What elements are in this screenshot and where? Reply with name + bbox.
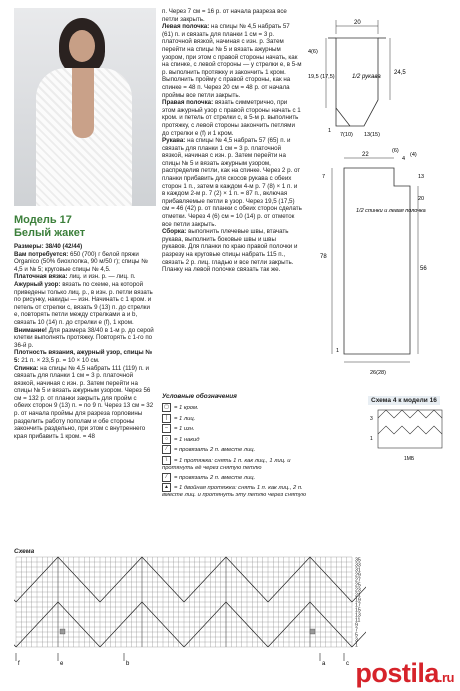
sleeve-left-dim2: 19,5 (17,5) xyxy=(308,74,335,80)
row-label: 25 xyxy=(355,582,361,589)
legend-title: Условные обозначения xyxy=(162,393,237,400)
svg-text:1: 1 xyxy=(370,436,373,442)
body-top-dim3: 4 xyxy=(402,156,406,162)
mark-f: f xyxy=(18,661,20,667)
instructions-col1: Размеры: 38/40 (42/44) Вам потребуется: 650 (700) г белой пряжи Organico (50% биохлопка, 90 м/50 г); спицы № 4,5 и № 5; круговые спицы № 4,5. Платочная вязка: лиц. и изн. р. — лиц. п. Ажурный узор: вязать по схеме, на которой приведены только лиц. р., в изн. р. петли вязать по рисунку, накиды — изн. Начинать с 1 кром. и петель от стрелки с, вязать 9 (13) п. до стрелки e, повторять петли между стрелками a и b, связать 10 (14) п. до стрелки e (f), 1 кром. Внимание! Для размера 38/40 в 1-м р. до серой клетки выполнять протяжку. Повторять с 1-го по 36-й р. Плотность вязания, ажурный узор, спицы № 5: 21 п. × 23,5 р. = 10 × 10 см. Спинка: на спицы № 4,5 набрать 111 (119) п. и связать для планки 1 см = 3 р. платочной вязкой, начиная с изн. р. Затем перейти на спицы № 5 и вязать ажурным узором. Через 56 см = 132 р. от планки закрыть для пройм с обеих сторон 9 (13) п. = по 9 п. Через 13 см = 32 р. от начала проймы для разреза горловины разделить работу пополам и обе стороны закончить раздельно, при этом с внутреннего края прибавить 1 кром. = 48 xyxy=(14,243,154,440)
instructions-col2: п. Через 7 см = 16 р. от начала разреза все петли закрыть. Левая полочка: на спицы № 4,5 набрать 57 (61) п. и связать для планки 1 см = 3 р. платочной вязкой, начиная с изн. р. Затем перейти на спицы № 5 и вязать ажурным узором, при этом с правой стороны начать, как на спинке, с левой стороны — у стрелки e, в 5-м р. выполнить протяжку и закончить 1 кром. Выполнить пройму с правой стороны, как на спинке = 48 п. Через 20 см = 48 р. от начала проймы все петли закрыть. Правая полочка: вязать симметрично, при этом ажурный узор с правой стороны начать с 1 кром. и петель от стрелки c, в 5-м р. выполнить протяжку, с левой стороны закончить петлями до стрелки e (f) и 1 кром. Рукава: на спицы № 4,5 набрать 57 (65) п. и связать для планки 1 см = 3 р. платочной вязкой, начиная с изн. р. Затем перейти на спицы № 5 и вязать ажурным узором, распределив петли, как на спинке. Через 2 р. от планки прибавить для скосов рукава с обеих сторон 1 п., затем в каждом 4-м р. 7 (8) × 1 п. и в каждом 2-м р. 7 (2) × 1 п. = 87 п., включая прибавляемые петли в узор. Через 19,5 (17,5) см = 46 (42) р. от планки с обеих сторон сделать отметки. Через 4 (6) см = 10 (14) р. от отметок все петли закрыть. Сборка: выполнить плечевые швы, втачать рукава, выполнить боковые швы и швы рукавов. Для планки по краю правой полочки и разрезу на круговые спицы набрать 115 п., связать 2 р. лиц. гладью и все петли закрыть. Планку на левой полочке связать так же. xyxy=(162,8,302,274)
body-top-dim1: 22 xyxy=(362,152,369,158)
scheme4-title: Схема 4 к модели 16 xyxy=(368,396,440,405)
row-label: 27 xyxy=(355,577,361,584)
sleeve-right-dim: 24,5 xyxy=(394,70,406,76)
body-top-dim2: (6) xyxy=(392,148,399,154)
row-label: 19 xyxy=(355,597,361,604)
body-v6: 1 xyxy=(336,348,340,354)
row-label: 13 xyxy=(355,612,361,619)
row-label: 23 xyxy=(355,587,361,594)
row-label: 7 xyxy=(355,627,358,634)
row-label: 29 xyxy=(355,572,361,579)
mark-b: b xyxy=(126,661,130,667)
svg-text:3: 3 xyxy=(370,416,373,422)
model-subtitle: Белый жакет xyxy=(14,227,86,239)
body-v1: 7 xyxy=(322,174,326,180)
mark-c: c xyxy=(346,661,349,667)
scheme4-chart xyxy=(368,406,454,466)
mark-a: a xyxy=(322,661,326,667)
row-label: 33 xyxy=(355,562,361,569)
sizes: Размеры: 38/40 (42/44) xyxy=(14,243,83,250)
model-photo xyxy=(14,8,156,206)
body-bottom-dim: 26(28) xyxy=(370,370,386,376)
sleeve-bottom-dim1: 7(10) xyxy=(340,132,353,138)
row-label: 5 xyxy=(355,632,358,639)
model-title: Модель 17 xyxy=(14,214,72,226)
row-label: 9 xyxy=(355,622,358,629)
body-v4: 78 xyxy=(320,254,327,260)
row-label: 31 xyxy=(355,567,361,574)
mark-e: e xyxy=(60,661,64,667)
row-label: 35 xyxy=(355,557,361,564)
body-v2: 13 xyxy=(418,174,425,180)
body-v3: 20 xyxy=(418,196,425,202)
sleeve-bottom-dim2: 13(15) xyxy=(364,132,380,138)
body-label: 1/2 спинки и левая полочка xyxy=(356,208,426,214)
scheme4-label: 1МБ xyxy=(404,456,415,462)
body-v5: 56 xyxy=(420,266,427,272)
legend-list: ▢ = 1 кром. | = 1 лиц. – = 1 изн. ○ = 1 накид ⁄ = провязать 2 п. вместе лиц. \ = 1 протяжка: снять 1 п. как лиц., 1 лиц. и протянуть её через снятую петлю ⁄ = провязать 2 п. вместе лиц. ▲ = 1 двойная протяжка: снять 1 п. как лиц., 2 п. вместе лиц. и протянуть эту петлю через снятую xyxy=(162,404,306,499)
pattern-diagrams xyxy=(306,8,456,388)
watermark-logo: postila.ru xyxy=(355,658,454,688)
row-label: 3 xyxy=(355,637,358,644)
sleeve-label: 1/2 рукава xyxy=(352,74,381,80)
body-top-dim4: (4) xyxy=(410,152,417,158)
sleeve-b3: 1 xyxy=(328,128,332,134)
row-label: 17 xyxy=(355,602,361,609)
sleeve-left-dim1: 4(6) xyxy=(308,49,318,55)
sleeve-top-dim: 20 xyxy=(354,20,361,26)
row-label: 15 xyxy=(355,607,361,614)
scheme-title: Схема xyxy=(14,548,35,555)
main-scheme-chart xyxy=(14,555,366,673)
row-label: 1 xyxy=(355,642,358,649)
row-label: 11 xyxy=(355,617,361,624)
row-label: 21 xyxy=(355,592,361,599)
